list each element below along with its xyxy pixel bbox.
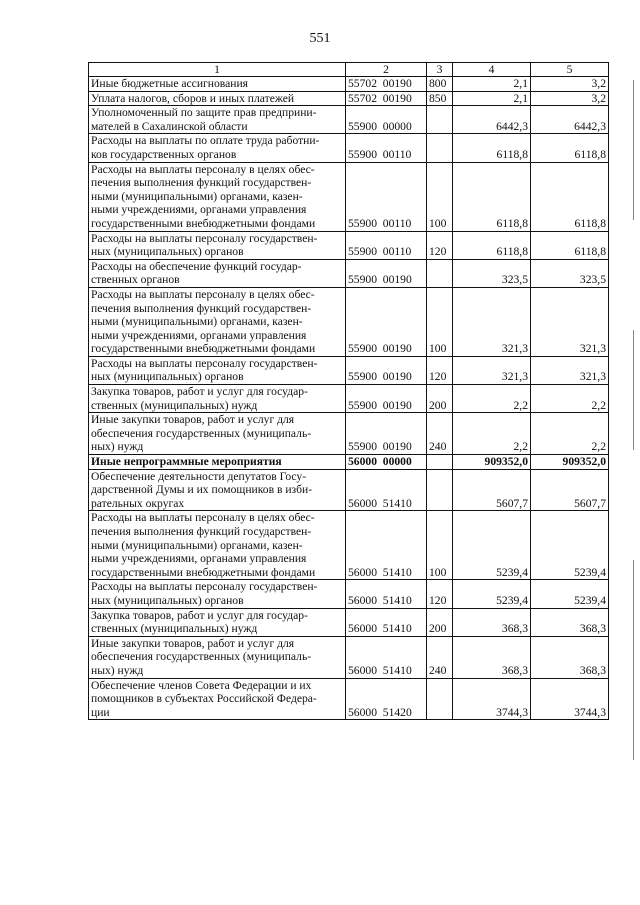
row-value-col5: 909352,0 xyxy=(531,455,609,470)
row-value-col5: 5239,4 xyxy=(531,580,609,608)
row-value-col5: 5607,7 xyxy=(531,469,609,511)
row-code: 56000 51410 xyxy=(346,636,427,678)
header-col-2: 2 xyxy=(346,63,427,77)
row-value-col5: 2,2 xyxy=(531,413,609,455)
row-value-col4: 5239,4 xyxy=(453,580,531,608)
row-code: 55900 00190 xyxy=(346,413,427,455)
table-row xyxy=(89,287,609,356)
row-value-col5: 2,2 xyxy=(531,385,609,413)
table-row xyxy=(89,77,609,92)
row-value-col4: 6118,8 xyxy=(453,134,531,162)
row-expense-type xyxy=(427,106,453,134)
row-name: Закупка товаров, работ и услуг для государ- ственных (муниципальных) нужд xyxy=(89,608,346,636)
table-row xyxy=(89,134,609,162)
row-expense-type xyxy=(427,678,453,720)
row-name: Расходы на выплаты персоналу в целях обес- печения выполнения функций государствен- ными (муниципальными) органами, казен- ными учреждениями, органами управления государственными внебюджетными фондами xyxy=(89,162,346,231)
row-expense-type: 120 xyxy=(427,231,453,259)
row-expense-type xyxy=(427,259,453,287)
row-name: Расходы на выплаты персоналу государствен- ных (муниципальных) органов xyxy=(89,356,346,384)
row-expense-type: 240 xyxy=(427,636,453,678)
header-col-4: 4 xyxy=(453,63,531,77)
row-value-col4: 321,3 xyxy=(453,287,531,356)
row-expense-type: 800 xyxy=(427,77,453,92)
row-code: 56000 51410 xyxy=(346,469,427,511)
table-row xyxy=(89,511,609,580)
row-name: Уполномоченный по защите прав предприни- мателей в Сахалинской области xyxy=(89,106,346,134)
row-code: 55900 00000 xyxy=(346,106,427,134)
row-expense-type: 850 xyxy=(427,91,453,106)
row-value-col5: 3,2 xyxy=(531,77,609,92)
row-code: 55900 00190 xyxy=(346,259,427,287)
table-body xyxy=(89,77,609,720)
row-name: Закупка товаров, работ и услуг для государ- ственных (муниципальных) нужд xyxy=(89,385,346,413)
table-row xyxy=(89,636,609,678)
row-value-col5: 6118,8 xyxy=(531,134,609,162)
row-expense-type xyxy=(427,469,453,511)
row-code: 55900 00110 xyxy=(346,231,427,259)
table-row xyxy=(89,678,609,720)
row-code: 55900 00190 xyxy=(346,356,427,384)
table-row xyxy=(89,413,609,455)
scan-edge-mark xyxy=(633,330,634,450)
row-expense-type: 200 xyxy=(427,385,453,413)
row-name: Иные закупки товаров, работ и услуг для обеспечения государственных (муниципаль- ных) нужд xyxy=(89,636,346,678)
row-expense-type xyxy=(427,455,453,470)
row-name: Расходы на выплаты персоналу государствен- ных (муниципальных) органов xyxy=(89,231,346,259)
row-value-col4: 5239,4 xyxy=(453,511,531,580)
row-value-col5: 3744,3 xyxy=(531,678,609,720)
header-col-5: 5 xyxy=(531,63,609,77)
row-value-col5: 3,2 xyxy=(531,91,609,106)
row-name: Расходы на выплаты по оплате труда работни- ков государственных органов xyxy=(89,134,346,162)
row-code: 55900 00110 xyxy=(346,162,427,231)
row-value-col4: 323,5 xyxy=(453,259,531,287)
row-value-col5: 368,3 xyxy=(531,636,609,678)
row-name: Расходы на обеспечение функций государ- ственных органов xyxy=(89,259,346,287)
row-code: 56000 51410 xyxy=(346,511,427,580)
table-row xyxy=(89,106,609,134)
table-row xyxy=(89,259,609,287)
row-name: Расходы на выплаты персоналу в целях обес- печения выполнения функций государствен- ными (муниципальными) органами, казен- ными учреждениями, органами управления государственными внебюджетными фондами xyxy=(89,287,346,356)
row-value-col4: 2,2 xyxy=(453,413,531,455)
row-value-col4: 2,2 xyxy=(453,385,531,413)
table-row xyxy=(89,580,609,608)
row-value-col5: 5239,4 xyxy=(531,511,609,580)
row-name: Расходы на выплаты персоналу в целях обес- печения выполнения функций государствен- ными (муниципальными) органами, казен- ными учреждениями, органами управления государственными внебюджетными фондами xyxy=(89,511,346,580)
row-value-col4: 909352,0 xyxy=(453,455,531,470)
row-value-col4: 2,1 xyxy=(453,77,531,92)
row-expense-type: 120 xyxy=(427,356,453,384)
row-code: 56000 51420 xyxy=(346,678,427,720)
row-expense-type: 120 xyxy=(427,580,453,608)
row-code: 56000 51410 xyxy=(346,608,427,636)
row-value-col5: 6442,3 xyxy=(531,106,609,134)
row-value-col5: 368,3 xyxy=(531,608,609,636)
row-name: Иные непрограммные мероприятия xyxy=(89,455,346,470)
budget-table xyxy=(88,62,609,720)
table-row xyxy=(89,469,609,511)
table-row xyxy=(89,455,609,470)
row-value-col4: 2,1 xyxy=(453,91,531,106)
table-row xyxy=(89,231,609,259)
row-code: 55900 00190 xyxy=(346,385,427,413)
row-name: Расходы на выплаты персоналу государствен- ных (муниципальных) органов xyxy=(89,580,346,608)
table-row xyxy=(89,356,609,384)
row-value-col5: 323,5 xyxy=(531,259,609,287)
row-name: Обеспечение членов Совета Федерации и их помощников в субъектах Российской Федера- ции xyxy=(89,678,346,720)
row-code: 56000 51410 xyxy=(346,580,427,608)
table-row xyxy=(89,91,609,106)
row-name: Иные бюджетные ассигнования xyxy=(89,77,346,92)
row-expense-type: 100 xyxy=(427,162,453,231)
row-value-col4: 6118,8 xyxy=(453,162,531,231)
row-code: 56000 00000 xyxy=(346,455,427,470)
row-code: 55702 00190 xyxy=(346,91,427,106)
row-name: Иные закупки товаров, работ и услуг для обеспечения государственных (муниципаль- ных) нужд xyxy=(89,413,346,455)
row-name: Обеспечение деятельности депутатов Госу- дарственной Думы и их помощников в изби- рательных округах xyxy=(89,469,346,511)
row-expense-type xyxy=(427,134,453,162)
row-value-col5: 6118,8 xyxy=(531,162,609,231)
row-code: 55702 00190 xyxy=(346,77,427,92)
row-value-col4: 321,3 xyxy=(453,356,531,384)
header-col-3: 3 xyxy=(427,63,453,77)
row-value-col4: 368,3 xyxy=(453,636,531,678)
table-row xyxy=(89,608,609,636)
row-expense-type: 100 xyxy=(427,287,453,356)
scan-edge-mark xyxy=(633,560,634,760)
row-value-col5: 321,3 xyxy=(531,287,609,356)
row-value-col5: 6118,8 xyxy=(531,231,609,259)
row-value-col5: 321,3 xyxy=(531,356,609,384)
table-header-row xyxy=(89,63,609,77)
row-expense-type: 100 xyxy=(427,511,453,580)
row-value-col4: 5607,7 xyxy=(453,469,531,511)
row-value-col4: 6118,8 xyxy=(453,231,531,259)
row-value-col4: 6442,3 xyxy=(453,106,531,134)
row-value-col4: 3744,3 xyxy=(453,678,531,720)
page-number: 551 xyxy=(309,31,331,46)
row-expense-type: 200 xyxy=(427,608,453,636)
row-expense-type: 240 xyxy=(427,413,453,455)
header-col-1: 1 xyxy=(89,63,346,77)
row-value-col4: 368,3 xyxy=(453,608,531,636)
table-row xyxy=(89,162,609,231)
row-name: Уплата налогов, сборов и иных платежей xyxy=(89,91,346,106)
row-code: 55900 00110 xyxy=(346,134,427,162)
table-row xyxy=(89,385,609,413)
row-code: 55900 00190 xyxy=(346,287,427,356)
scan-edge-mark xyxy=(633,80,634,220)
